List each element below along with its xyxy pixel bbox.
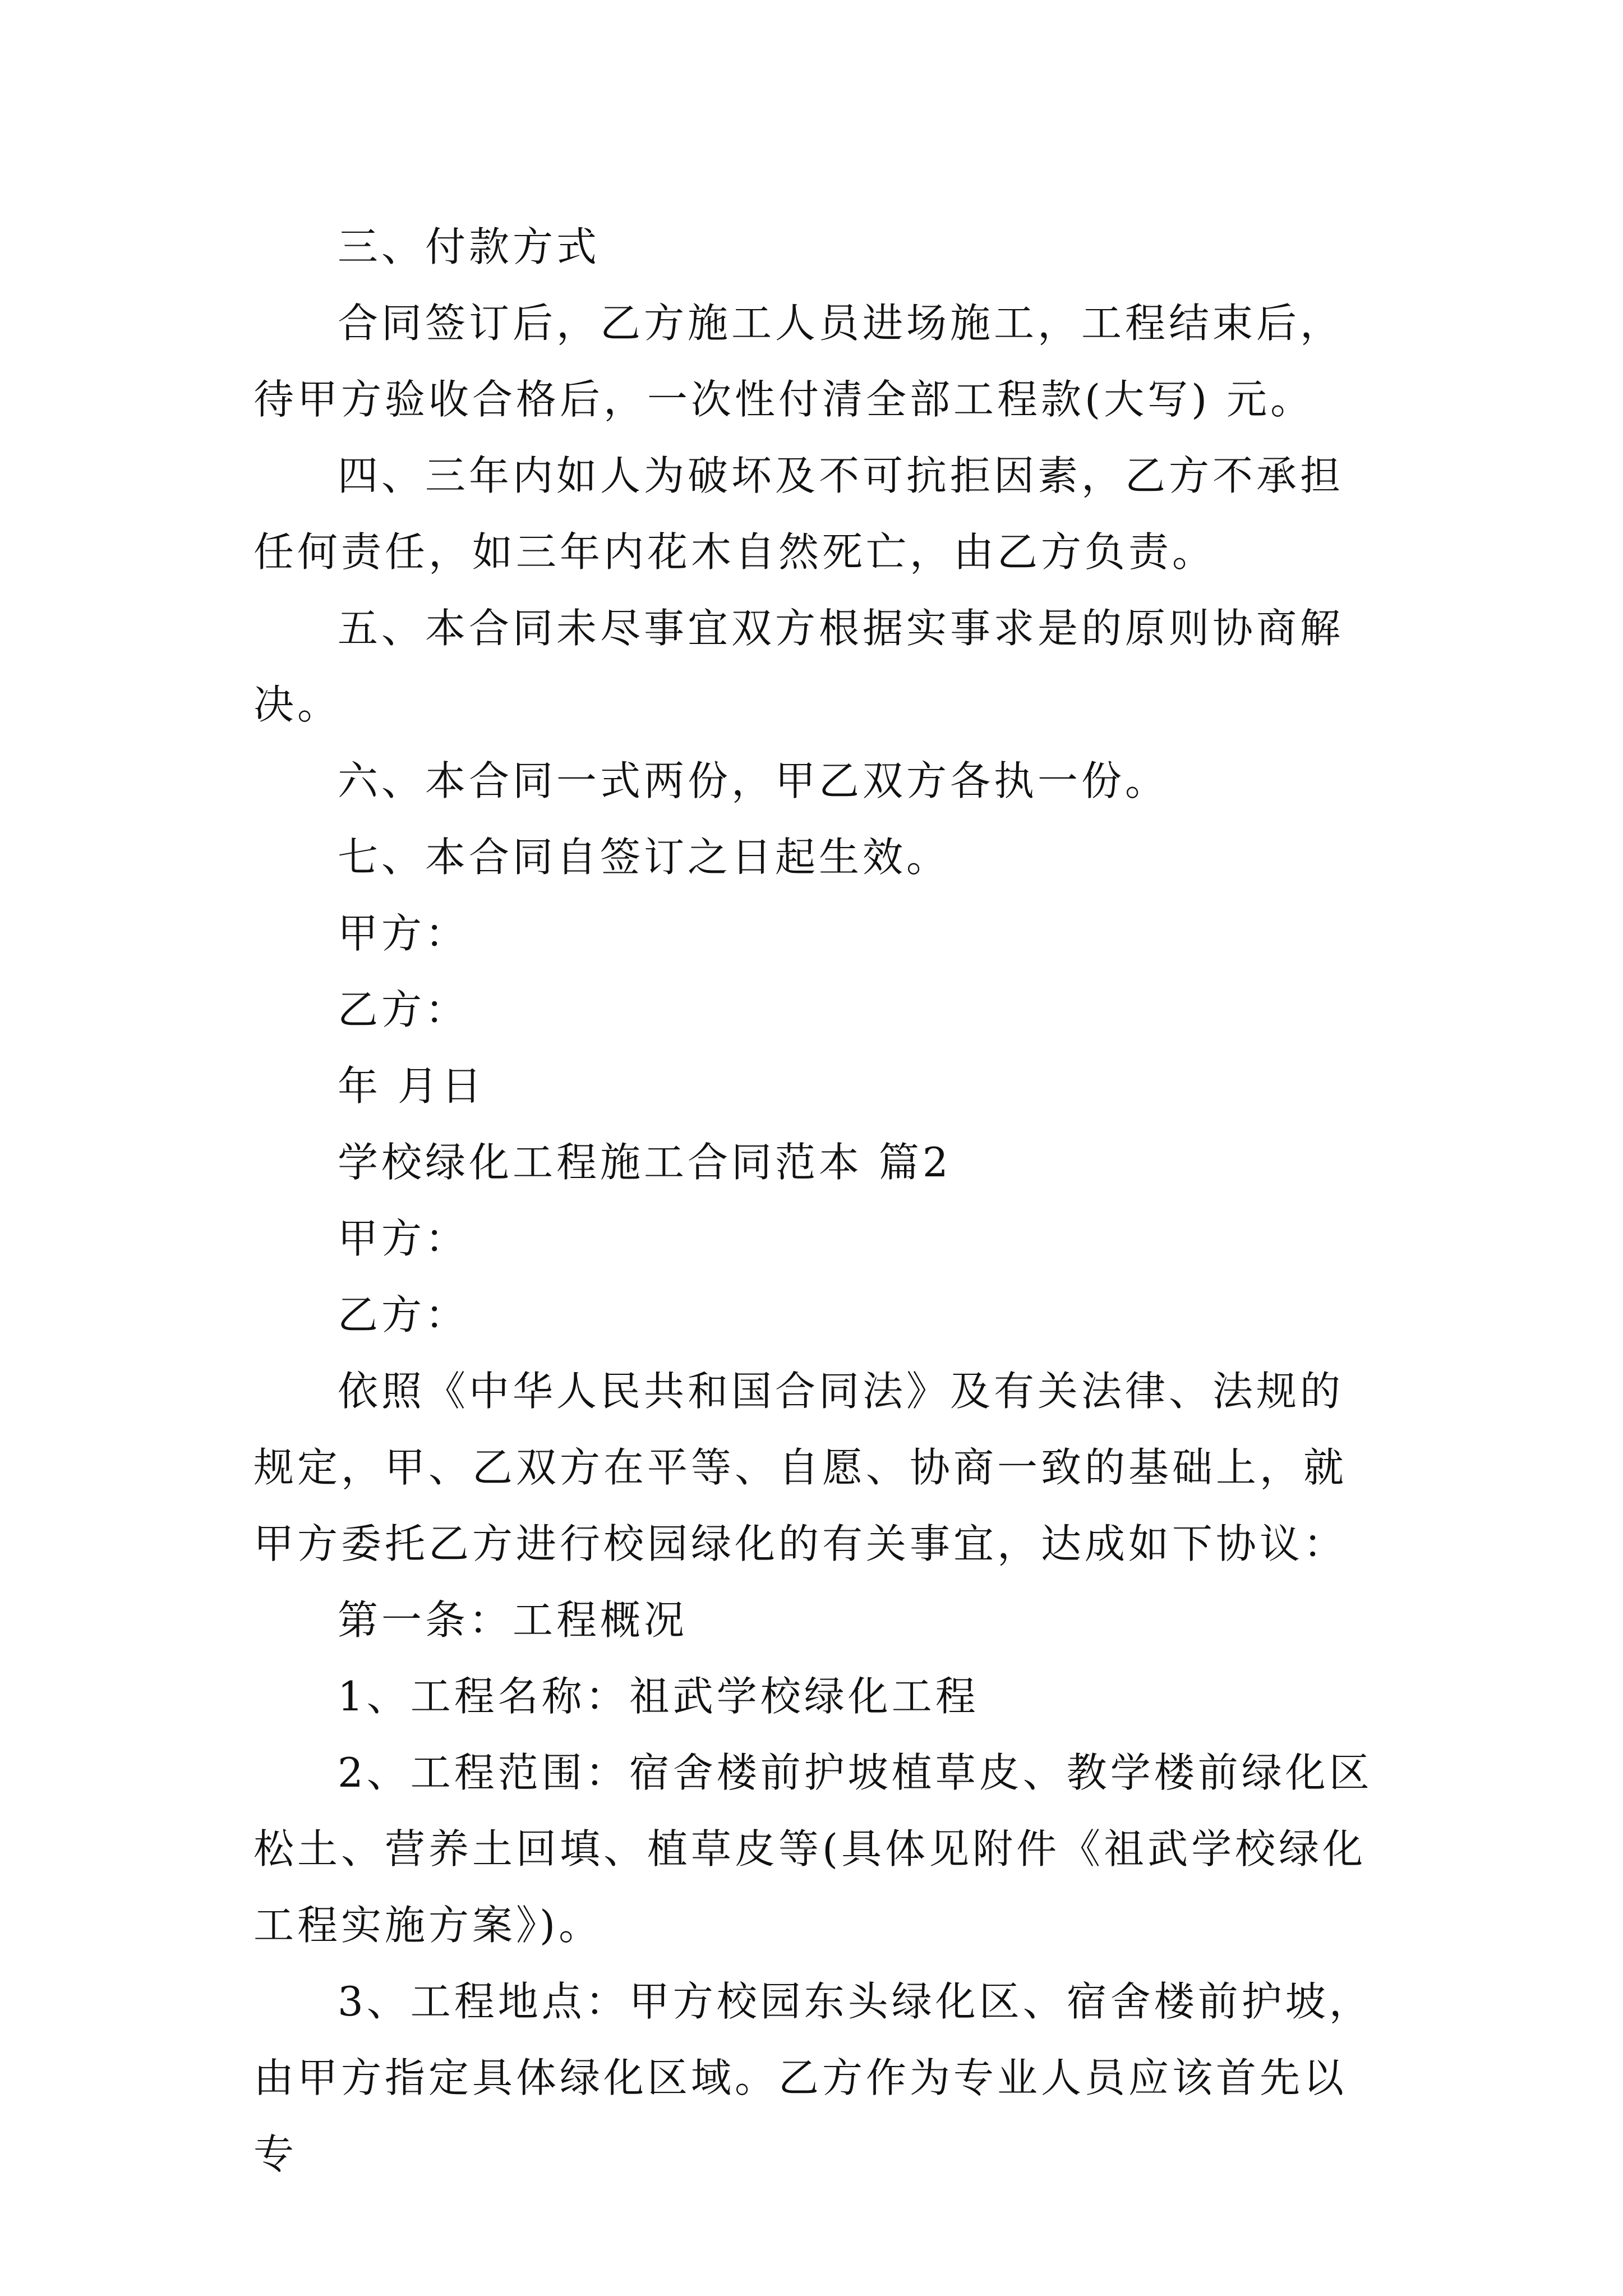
document-body — [253, 209, 1386, 2192]
date-line: 年 月日 — [338, 1062, 485, 1110]
party-b-label: 乙方： — [338, 986, 469, 1033]
project-name: 1、工程名称：祖武学校绿化工程 — [338, 1673, 979, 1720]
paragraph-payment-terms: 合同签订后，乙方施工人员进场施工，工程结束后，待甲方验收合格后，一次性付清全部工程款(大写) 元。 — [253, 300, 1344, 423]
paragraph-payment-heading: 三、付款方式 — [338, 223, 601, 270]
project-location: 3、工程地点：甲方校园东头绿化区、宿舍楼前护坡，由甲方指定具体绿化区域。乙方作为专业人员应该首先以专 — [253, 1978, 1373, 2178]
party-a-label: 甲方： — [338, 910, 469, 957]
section-title: 学校绿化工程施工合同范本 篇2 — [338, 1139, 952, 1186]
article-one-heading: 第一条：工程概况 — [338, 1596, 688, 1644]
paragraph-copies: 六、本合同一式两份，甲乙双方各执一份。 — [338, 757, 1169, 804]
paragraph-unresolved-matters: 五、本合同未尽事宜双方根据实事求是的原则协商解决。 — [253, 605, 1344, 728]
party-b-label-2: 乙方： — [338, 1291, 469, 1338]
party-a-label-2: 甲方： — [338, 1215, 469, 1262]
paragraph-legal-basis: 依照《中华人民共和国合同法》及有关法律、法规的规定，甲、乙双方在平等、自愿、协商一致的基础上，就甲方委托乙方进行校园绿化的有关事宜，达成如下协议： — [253, 1368, 1348, 1567]
paragraph-liability: 四、三年内如人为破坏及不可抗拒因素，乙方不承担任何责任，如三年内花木自然死亡，由乙方负责。 — [253, 452, 1344, 576]
paragraph-effective: 七、本合同自签订之日起生效。 — [338, 834, 951, 881]
project-scope: 2、工程范围：宿舍楼前护坡植草皮、教学楼前绿化区松土、营养土回填、植草皮等(具体见附件《祖武学校绿化工程实施方案》)。 — [253, 1749, 1373, 1949]
